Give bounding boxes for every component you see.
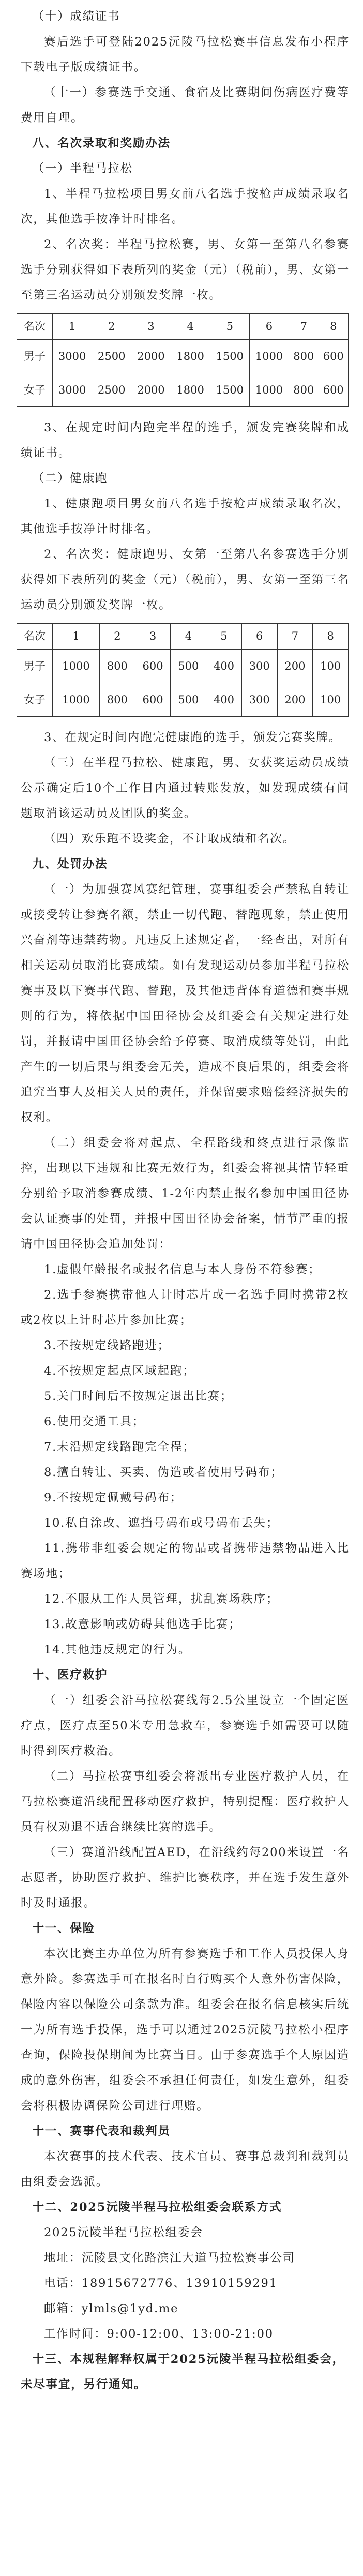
penalty-item: 8.擅自转让、买卖、伪造或者使用号码布； xyxy=(44,1466,283,1479)
table-cell: 600 xyxy=(319,340,349,373)
table-header-cell: 2 xyxy=(100,624,135,650)
contact-address: 地址：沅陵县文化路滨江大道马拉松赛事公司 xyxy=(44,2251,296,2265)
section-12-heading: 十二、2025沅陵半程马拉松组委会联系方式 xyxy=(32,2201,282,2214)
insurance-heading: 十一、保险 xyxy=(32,1922,96,1935)
item-11: （十一）参赛选手交通、食宿及比赛期间伤病医疗费等费用自理。 xyxy=(21,86,350,125)
table-cell: 2500 xyxy=(92,373,131,407)
table-cell: 100 xyxy=(313,683,349,717)
table-header-cell: 2 xyxy=(92,314,131,340)
table-cell: 1500 xyxy=(210,373,249,407)
penalty-item: 2.选手参赛携带他人计时芯片或一名选手同时携带2枚或2枚以上计时芯片参加比赛； xyxy=(21,1288,350,1327)
insurance-body: 本次比赛主办单位为所有参赛选手和工作人员投保人身意外险。参赛选手可在报名时自行购买个人意外伤害保险，保险内容以保险公司条款为准。组委会在报名信息核实后统一为所有选手投保，选手可以通过2025沅陵马拉松小程序查询，保险投保期间为比赛当日。由于参赛选手个人原因造成的意外伤害，组委会不承担任何责任，如发生意外，组委会将积极协调保险公司进行理赔。 xyxy=(21,1947,350,2113)
contact-org: 2025沅陵半程马拉松组委会 xyxy=(44,2226,203,2239)
penalty-item: 12.不服从工作人员管理，扰乱赛场秩序； xyxy=(44,1592,279,1606)
table-header-cell: 4 xyxy=(171,624,206,650)
table-header-cell: 7 xyxy=(289,314,319,340)
table-row xyxy=(17,340,349,373)
table-cell: 200 xyxy=(277,650,313,683)
hr-rank-rule: 1、健康跑项目男女前八名选手按枪声成绩录取名次，其他选手按净计时排名。 xyxy=(21,497,350,536)
table-header-cell: 3 xyxy=(135,624,171,650)
penalty-item: 11.携带非组委会规定的物品或者携带违禁物品进入比赛场地； xyxy=(21,1542,350,1580)
section-13-heading: 十三、本规程解释权属于2025沅陵半程马拉松组委会，未尽事宜，另行通知。 xyxy=(21,2353,345,2391)
table-header-cell: 名次 xyxy=(17,314,53,340)
table-row xyxy=(17,650,349,683)
hm-table-header-row xyxy=(17,314,349,340)
medical-3: （三）赛道沿线配置AED，在沿线约每200米设置一名志愿者，协助医疗救护、维护比赛秩序，并在选手发生意外时及时通报。 xyxy=(21,1846,350,1910)
penalty-item: 5.关门时间后不按规定退出比赛； xyxy=(44,1390,233,1403)
penalty-item: 10.私自涂改、遮挡号码布或号码布丢失； xyxy=(44,1516,279,1530)
table-row xyxy=(17,683,349,717)
results-cert-heading: （十）成绩证书 xyxy=(32,10,120,23)
table-row-label: 女子 xyxy=(17,683,53,717)
table-header-cell: 3 xyxy=(131,314,171,340)
table-header-cell: 5 xyxy=(210,314,249,340)
table-header-cell: 名次 xyxy=(17,624,53,650)
section-9-heading: 九、处罚办法 xyxy=(32,857,108,871)
hr-finisher: 3、在规定时间内跑完健康跑的选手，颁发完赛奖牌。 xyxy=(44,731,342,744)
table-header-cell: 6 xyxy=(249,314,289,340)
table-cell: 200 xyxy=(277,683,313,717)
table-cell: 2500 xyxy=(92,340,131,373)
officials-body: 本次赛事的技术代表、技术官员、赛事总裁判和裁判员由组委会选派。 xyxy=(21,2150,350,2189)
penalty-item: 13.故意影响或妨碍其他选手比赛； xyxy=(44,1618,241,1631)
table-cell: 1800 xyxy=(171,373,210,407)
table-cell: 1000 xyxy=(249,340,289,373)
table-cell: 800 xyxy=(289,340,319,373)
table-cell: 400 xyxy=(206,683,242,717)
table-cell: 100 xyxy=(313,650,349,683)
section-8-heading: 八、名次录取和奖励办法 xyxy=(32,137,171,150)
penalty-item: 14.其他违反规定的行为。 xyxy=(44,1643,191,1656)
table-cell: 800 xyxy=(100,683,135,717)
penalty-1: （一）为加强赛风赛纪管理，赛事组委会严禁私自转让或接受转让参赛名额，禁止一切代跑、替跑现象，禁止使用兴奋剂等违禁药物。凡违反上述规定者，一经查出，对所有相关运动员取消比赛成绩。如有发现运动员参加半程马拉松赛事及以下赛事代跑、替跑，及其他违背体育道德和赛事规则的行为，将依据中国田径协会及组委会有关规定进行处罚，并报请中国田径协会给予停赛、取消成绩等处罚，由此产生的一切后果与组委会无关，造成不良后果的，组委会将追究当事人及相关人员的责任，并保留要求赔偿经济损失的权利。 xyxy=(21,883,350,1124)
table-header-cell: 1 xyxy=(53,624,100,650)
awards-note: （三）在半程马拉松、健康跑，男、女获奖运动员成绩公示确定后10个工作日内通过转账发放，如发现成绩有问题取消该运动员及团队的奖金。 xyxy=(21,756,350,820)
penalty-item: 9.不按规定佩戴号码布； xyxy=(44,1491,183,1504)
no-prize-note: （四）欢乐跑不设奖金，不计取成绩和名次。 xyxy=(44,832,296,846)
table-cell: 300 xyxy=(241,650,277,683)
table-cell: 1500 xyxy=(210,340,249,373)
table-cell: 1800 xyxy=(171,340,210,373)
table-cell: 3000 xyxy=(53,373,92,407)
table-header-cell: 1 xyxy=(53,314,92,340)
table-cell: 500 xyxy=(171,650,206,683)
table-cell: 300 xyxy=(241,683,277,717)
table-cell: 600 xyxy=(135,683,171,717)
table-cell: 600 xyxy=(135,650,171,683)
table-cell: 3000 xyxy=(53,340,92,373)
table-header-cell: 8 xyxy=(313,624,349,650)
penalty-item: 6.使用交通工具； xyxy=(44,1415,145,1428)
table-row xyxy=(17,373,349,407)
table-cell: 600 xyxy=(319,373,349,407)
hm-rank-rule: 1、半程马拉松项目男女前八名选手按枪声成绩录取名次，其他选手按净计时排名。 xyxy=(21,187,350,226)
table-cell: 1000 xyxy=(53,683,100,717)
hm-finisher: 3、在规定时间内跑完半程的选手，颁发完赛奖牌和成绩证书。 xyxy=(21,421,350,460)
contact-email: 邮箱：ylmls@1yd.me xyxy=(44,2302,179,2315)
hm-prize-intro: 2、名次奖：半程马拉松赛，男、女第一至第八名参赛选手分别获得如下表所列的奖金（元）（税前），男、女第一至第三名运动员分别颁发奖牌一枚。 xyxy=(21,238,350,302)
table-row-label: 女子 xyxy=(17,373,53,407)
table-cell: 800 xyxy=(100,650,135,683)
contact-phone: 电话：18915672776、13910159291 xyxy=(44,2277,278,2290)
medical-1: （一）组委会沿马拉松赛线每2.5公里设立一个固定医疗点，医疗点至50米专用急救车，参赛选手如需要可以随时得到医疗救治。 xyxy=(21,1694,350,1758)
table-cell: 2000 xyxy=(131,373,171,407)
table-cell: 1000 xyxy=(53,650,100,683)
results-cert-body: 赛后选手可登陆2025沅陵马拉松赛事信息发布小程序下载电子版成绩证书。 xyxy=(21,35,350,74)
penalty-item: 1.虚假年龄报名或报名信息与本人身份不符参赛； xyxy=(44,1263,321,1276)
section-10-heading: 十、医疗救护 xyxy=(32,1668,108,1682)
penalty-item: 4.不按规定起点区域起跑； xyxy=(44,1364,195,1378)
table-header-cell: 6 xyxy=(241,624,277,650)
table-header-cell: 7 xyxy=(277,624,313,650)
hr-prize-table xyxy=(17,623,349,717)
table-cell: 400 xyxy=(206,650,242,683)
table-cell: 1000 xyxy=(249,373,289,407)
section-11-heading: 十一、赛事代表和裁判员 xyxy=(32,2125,171,2138)
table-cell: 800 xyxy=(289,373,319,407)
table-cell: 2000 xyxy=(131,340,171,373)
penalty-item: 7.未沿规定线路跑完全程； xyxy=(44,1440,195,1454)
hm-heading: （一）半程马拉松 xyxy=(32,162,133,175)
table-header-cell: 4 xyxy=(171,314,210,340)
hm-prize-table xyxy=(17,313,349,407)
penalty-2: （二）组委会将对起点、全程路线和终点进行录像监控，出现以下违规和比赛无效行为，组委会将视其情节轻重分别给予取消参赛成绩、1-2年内禁止报名参加中国田径协会认证赛事的处罚，并报中国田径协会备案，情节严重的报请中国田径协会追加处罚： xyxy=(21,1136,350,1251)
table-cell: 500 xyxy=(171,683,206,717)
table-row-label: 男子 xyxy=(17,340,53,373)
penalty-item: 3.不按规定线路跑进； xyxy=(44,1339,170,1352)
hr-table-header-row xyxy=(17,624,349,650)
table-header-cell: 8 xyxy=(319,314,349,340)
table-row-label: 男子 xyxy=(17,650,53,683)
hr-heading: （二）健康跑 xyxy=(32,472,108,485)
hr-prize-intro: 2、名次奖：健康跑男、女第一至第八名参赛选手分别获得如下表所列的奖金（元）（税前），男、女第一至第三名运动员分别颁发奖牌一枚。 xyxy=(21,548,350,612)
table-header-cell: 5 xyxy=(206,624,242,650)
contact-hours: 工作时间：9:00-12:00、13:00-21:00 xyxy=(44,2327,274,2341)
medical-2: （二）马拉松赛事组委会将派出专业医疗救护人员，在马拉松赛道沿线配置移动医疗救护，特别提醒：医疗救护人员有权劝退不适合继续比赛的选手。 xyxy=(21,1770,350,1834)
